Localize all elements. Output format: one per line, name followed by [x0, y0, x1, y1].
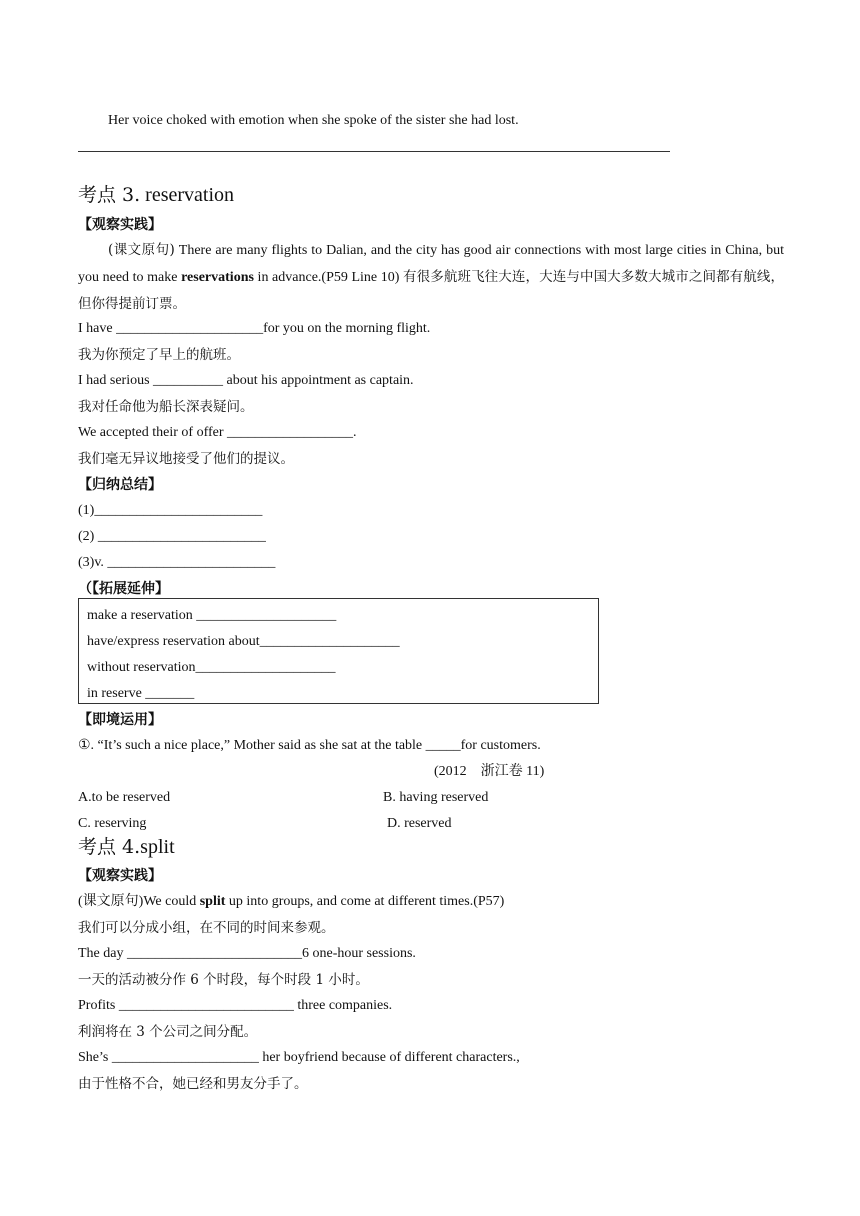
exercise-cn: 我对任命他为船长深表疑问。 [78, 399, 254, 415]
heading-number: 考点 3. [78, 184, 141, 206]
exercise-en: I have _____________________for you on the morning flight. [78, 321, 431, 336]
exercise-cn: 一天的活动被分作 6 个时段，每个时段 1 小时。 [78, 972, 369, 988]
heading-word: split [140, 836, 175, 858]
extension-item: in reserve _______ [87, 686, 195, 701]
extension-item: make a reservation ____________________ [87, 608, 337, 623]
option-b: B. having reserved [383, 790, 489, 805]
observe-label: 【观察实践】 [78, 217, 162, 233]
question-stem: ①. “It’s such a nice place,” Mother said as she sat at the table _____for customers. [78, 738, 541, 753]
summary-label: 【归纳总结】 [78, 477, 162, 493]
heading-word: reservation [140, 184, 235, 206]
exercise-en: She’s _____________________ her boyfriend because of different characters., [78, 1050, 520, 1065]
exercise-cn: 利润将在 3 个公司之间分配。 [78, 1024, 258, 1040]
source-tag: (课文原句) [108, 242, 175, 258]
exercise-en: I had serious __________ about his appointment as captain. [78, 373, 414, 388]
option-c: C. reserving [78, 816, 147, 831]
exercise-en: We accepted their of offer __________________. [78, 425, 357, 440]
source-text-b: up into groups, and come at different times.(P57) [225, 894, 505, 909]
keyword: split [199, 894, 226, 909]
summary-item: (2) ________________________ [78, 529, 266, 544]
exercise-cn: 由于性格不合，她已经和男友分手了。 [78, 1076, 308, 1092]
source-text-b: in advance.(P59 Line 10) [253, 270, 404, 285]
source-translation: 有很多航班飞往大连，大连与中国大多数大城市之间都有航线，但你得提前订票。 [78, 269, 785, 312]
exercise-cn: 我为你预定了早上的航班。 [78, 347, 240, 363]
section-heading-reservation [78, 183, 234, 207]
source-sentence [78, 893, 504, 911]
question-source: (2012 浙江卷 11) [434, 764, 545, 779]
example-sentence: Her voice choked with emotion when she spoke of the sister she had lost. [108, 113, 519, 128]
extension-item: have/express reservation about____________________ [87, 634, 400, 649]
heading-number: 考点 4. [78, 836, 141, 858]
source-text-a: (课文原句)We could [78, 894, 200, 909]
extension-box [78, 598, 599, 704]
section-heading-split [78, 835, 175, 859]
apply-label: 【即境运用】 [78, 712, 162, 728]
answer-line [78, 151, 670, 152]
keyword: reservations [181, 270, 254, 285]
exercise-cn: 我们毫无异议地接受了他们的提议。 [78, 451, 294, 467]
extension-item: without reservation____________________ [87, 660, 336, 675]
option-a: A.to be reserved [78, 790, 171, 805]
exercise-en: The day _________________________6 one-hour sessions. [78, 946, 416, 961]
summary-item: (3)v. ________________________ [78, 555, 276, 570]
option-d: D. reserved [387, 816, 452, 831]
source-translation: 我们可以分成小组，在不同的时间来参观。 [78, 920, 335, 936]
extend-label: （【拓展延伸】 [78, 581, 169, 597]
source-text-a: There are many flights to Dalian, and the city has good air connections with most large cities in China, but you need to make [78, 243, 784, 285]
source-paragraph [78, 237, 784, 318]
summary-item: (1)________________________ [78, 503, 263, 518]
exercise-en: Profits _________________________ three companies. [78, 998, 393, 1013]
observe-label: 【观察实践】 [78, 868, 162, 884]
